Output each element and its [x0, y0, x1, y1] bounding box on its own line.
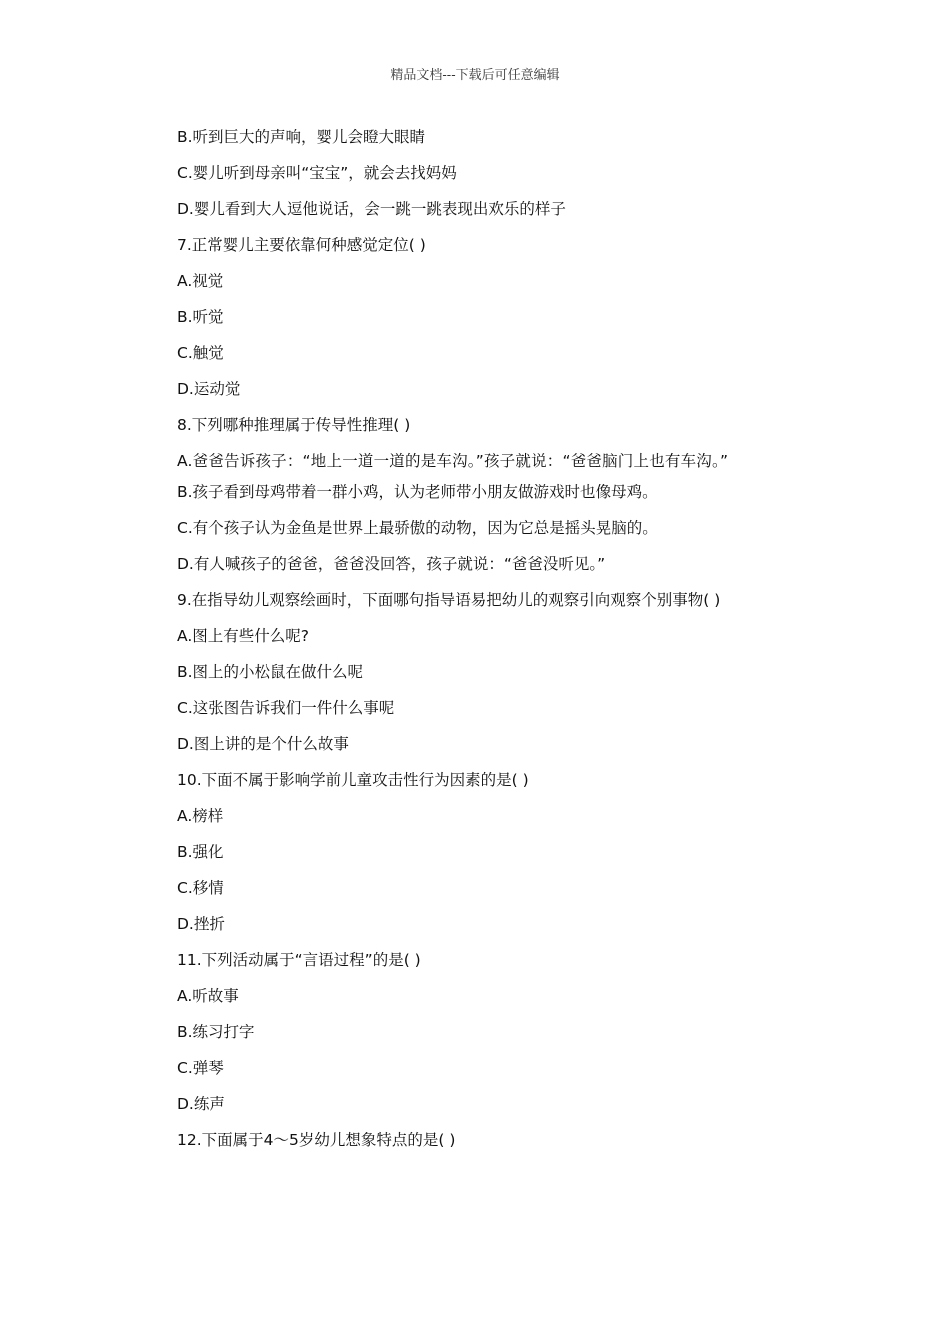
- question-12: 12.下面属于4～5岁幼儿想象特点的是( ): [177, 1131, 456, 1149]
- option-9b: B.图上的小松鼠在做什么呢: [177, 663, 364, 681]
- option-9a: A.图上有些什么呢?: [177, 627, 309, 645]
- option-8d: D.有人喊孩子的爸爸，爸爸没回答，孩子就说：“爸爸没听见。”: [177, 555, 606, 573]
- question-10: 10.下面不属于影响学前儿童攻击性行为因素的是( ): [177, 771, 529, 789]
- option-11b: B.练习打字: [177, 1023, 255, 1041]
- option-6d: D.婴儿看到大人逗他说话，会一跳一跳表现出欢乐的样子: [177, 200, 566, 218]
- question-7: 7.正常婴儿主要依靠何种感觉定位( ): [177, 236, 426, 254]
- question-8: 8.下列哪种推理属于传导性推理( ): [177, 416, 411, 434]
- option-8a: A.爸爸告诉孩子：“地上一道一道的是车沟。”孩子就说：“爸爸脑门上也有车沟。”: [177, 452, 729, 470]
- option-11c: C.弹琴: [177, 1059, 224, 1077]
- option-10d: D.挫折: [177, 915, 225, 933]
- option-10a: A.榜样: [177, 807, 224, 825]
- option-10b: B.强化: [177, 843, 224, 861]
- option-7b: B.听觉: [177, 308, 224, 326]
- option-9c: C.这张图告诉我们一件什么事呢: [177, 699, 395, 717]
- question-9: 9.在指导幼儿观察绘画时，下面哪句指导语易把幼儿的观察引向观察个别事物( ): [177, 591, 721, 609]
- option-11a: A.听故事: [177, 987, 239, 1005]
- option-7a: A.视觉: [177, 272, 224, 290]
- option-6b: B.听到巨大的声响，婴儿会瞪大眼睛: [177, 128, 426, 146]
- question-11: 11.下列活动属于“言语过程”的是( ): [177, 951, 421, 969]
- option-9d: D.图上讲的是个什么故事: [177, 735, 349, 753]
- option-8c: C.有个孩子认为金鱼是世界上最骄傲的动物，因为它总是摇头晃脑的。: [177, 519, 658, 537]
- option-7c: C.触觉: [177, 344, 224, 362]
- page-header: 精品文档---下载后可任意编辑: [390, 68, 560, 83]
- option-11d: D.练声: [177, 1095, 225, 1113]
- option-6c: C.婴儿听到母亲叫“宝宝”，就会去找妈妈: [177, 164, 457, 182]
- option-10c: C.移情: [177, 879, 224, 897]
- document-body: [145, 125, 815, 1164]
- option-7d: D.运动觉: [177, 380, 241, 398]
- option-8b: B.孩子看到母鸡带着一群小鸡，认为老师带小朋友做游戏时也像母鸡。: [177, 483, 658, 501]
